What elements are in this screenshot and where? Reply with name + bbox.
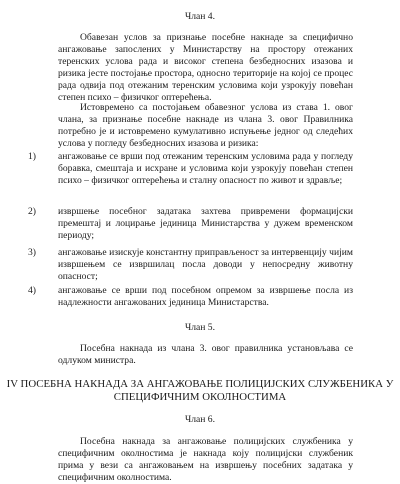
- section-4-heading-line-1: IV ПОСЕБНА НАКНАДА ЗА АНГАЖОВАЊЕ ПОЛИЦИЈСКИХ СЛУЖБЕНИКА У: [6, 378, 394, 390]
- list-item-2: [28, 206, 353, 242]
- article-5-title: Члан 5.: [184, 322, 215, 333]
- article-5-paragraph-1: Посебна накнада из члана 3. овог правилника установљава се одлуком министра.: [58, 343, 353, 366]
- article-4-title: Члан 4.: [184, 11, 215, 22]
- article-6-title: Члан 6.: [184, 414, 215, 425]
- list-item-1: [28, 151, 353, 187]
- list-item-4: [28, 285, 353, 309]
- list-item-text: ангажовање се врши под посебном опремом за извршење посла из надлежности ангажованих јединица Министарства.: [58, 285, 353, 308]
- article-4-paragraph-2: Истовремено са постојањем обавезног услова из става 1. овог члана, за признање посебне накнаде из члана 3. овог Правилника потребно је и истовремено кумулативно испуњење једног од следећих услова у погледу безбедносних изазова и ризика:: [58, 102, 353, 149]
- section-4-heading-line-2: СПЕЦИФИЧНИМ ОКОЛНОСТИМА: [113, 391, 287, 403]
- list-item-text: извршење посебног задатака захтева привремени формацијски премештај и лоцирање јединица Министарства у дужем временском периоду;: [58, 206, 353, 241]
- list-item-number: 1): [28, 151, 36, 162]
- list-item-text: ангажовање се врши под отежаним теренским условима рада у погледу боравка, смештаја и исхране и условима који узрокују повећан степен психо – физичког оптерећења и сталну опасност по живот и здравље;: [58, 151, 353, 186]
- list-item-number: 2): [28, 206, 36, 217]
- article-6-paragraph-1: Посебна накнада за ангажовање полицијских службеника у специфичним околностима је накнада коју полицијски службеник прима у вези са ангажовањем на извршењу посебних задатака у специфичним околностима.: [58, 436, 353, 483]
- list-item-text: ангажовање изискује константну приправљеност за интервенцију чијим извршењем се извршилац посла доводи у непосредну животну опасност;: [58, 247, 353, 282]
- article-4-paragraph-1: Обавезан услов за признање посебне накнаде за специфично ангажовање запослених у Министарству на простору отежаних теренских услова рада и високог степена безбедносних изазова и ризика јесте постојање простора, односно територије на којој се процес рада одвија под отежаним теренским условима који узрокују повећан степен психо – физичког оптерећења.: [58, 32, 353, 103]
- list-item-number: 3): [28, 247, 36, 258]
- list-item-3: [28, 247, 353, 283]
- list-item-number: 4): [28, 285, 36, 296]
